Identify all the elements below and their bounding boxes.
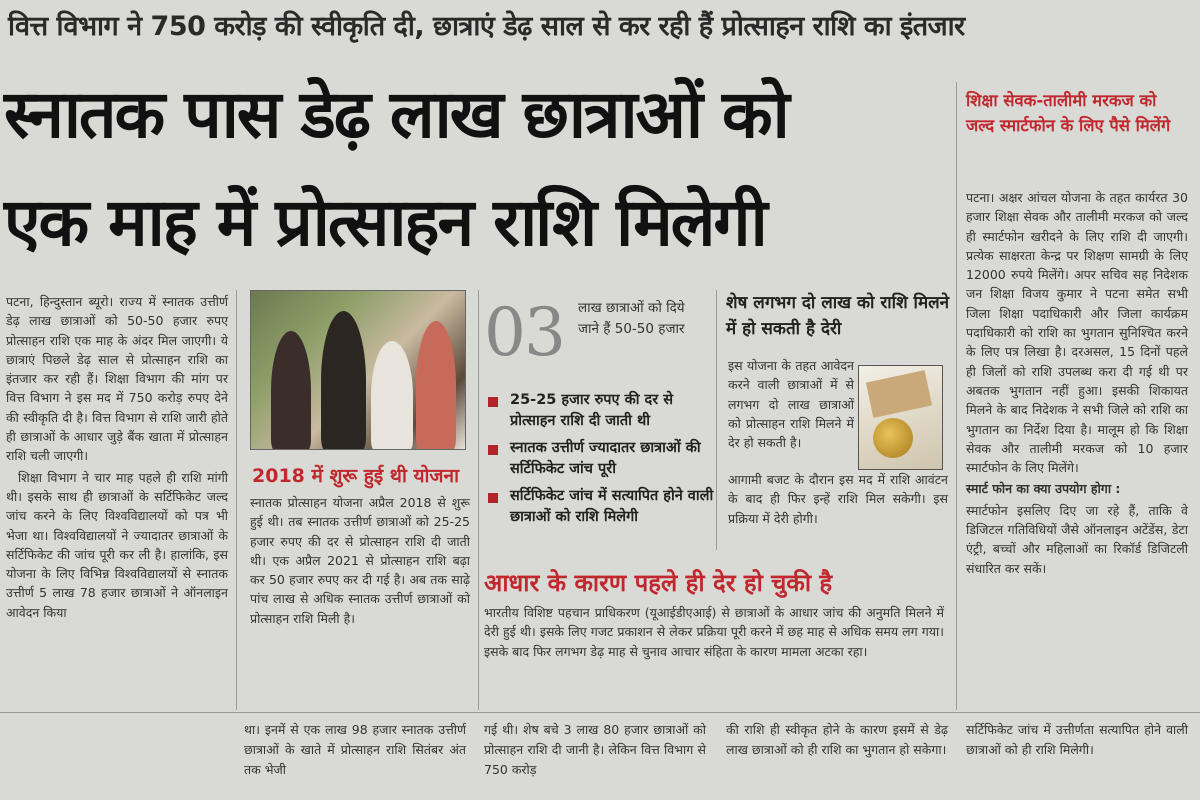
sidebar-article bbox=[966, 188, 1188, 580]
continuation-text: की राशि ही स्वीकृत होने के कारण इसमें से डेढ़ लाख छात्राओं को ही राशि का भुगतान हो सकेगा। bbox=[726, 722, 948, 757]
column-divider bbox=[478, 290, 479, 710]
continuation-text: गई थी। शेष बचे 3 लाख 80 हजार छात्राओं को प्रोत्साहन राशि दी जानी है। लेकिन वित्त विभाग से 750 करोड़ bbox=[484, 722, 706, 777]
box-text: स्नातक प्रोत्साहन योजना अप्रैल 2018 से शुरू हुई थी। तब स्नातक उत्तीर्ण छात्राओं को 25-25 हजार रुपए की दर से प्रोत्साहन राशि दी जाती थी। एक अप्रैल 2021 से प्रोत्साहन राशि बढ़ा कर 50 हजार रुपए कर दी गई है। अब तक साढ़े पांच लाख से अधिक स्नातक उत्तीर्ण छात्राओं को प्रोत्साहन राशि मिली है। bbox=[250, 495, 470, 626]
delay-text-continued: आगामी बजट के दौरान इस मद में राशि आवंटन के बाद ही फिर इन्हें राशि मिल सकेगी। इस प्रक्रिया में देरी होगी। bbox=[728, 472, 948, 526]
sidebar-heading: शिक्षा सेवक-तालीमी मरकज को जल्द स्मार्टफोन के लिए पैसे मिलेंगे bbox=[966, 91, 1171, 135]
students-photo bbox=[250, 290, 466, 450]
article-column-1 bbox=[6, 292, 228, 624]
continuation-text: सर्टिफिकेट जांच में उत्तीर्णता सत्यापित होने वाली छात्राओं को ही राशि मिलेगी। bbox=[966, 722, 1188, 757]
main-headline-line2: एक माह में प्रोत्साहन राशि मिलेगी bbox=[4, 184, 766, 261]
bullet-square-icon bbox=[488, 397, 498, 407]
column-divider bbox=[956, 82, 957, 710]
bullet-square-icon bbox=[488, 445, 498, 455]
bullet-item: स्नातक उत्तीर्ण ज्यादातर छात्राओं की सर्टिफिकेट जांच पूरी bbox=[488, 438, 718, 480]
aadhar-heading: आधार के कारण पहले ही देर हो चुकी है bbox=[484, 569, 833, 597]
bullet-list bbox=[488, 390, 718, 534]
sidebar-question: स्मार्ट फोन का क्या उपयोग होगा : bbox=[966, 481, 1121, 497]
article-paragraph: शिक्षा विभाग ने चार माह पहले ही राशि मांगी थी। इसके साथ ही छात्राओं के सर्टिफिकेट जल्द जांच करने के लिए विश्वविद्यालयों को पत्र भी भेजा था। विश्वविद्यालयों ने ज्यादातर छात्राओं के सर्टिफिकेट की जांच पूरी कर ली है। हालांकि, इस योजना के लिए विभिन्न विश्वविद्यालयों से स्नातक उत्तीर्ण 5 लाख 78 हजार छात्राओं ने ऑनलाइन आवेदन किया bbox=[6, 469, 228, 620]
kicker-headline: वित्त विभाग ने 750 करोड़ की स्वीकृति दी, छात्राएं डेढ़ साल से कर रही हैं प्रोत्साहन राशि का इंतजार bbox=[8, 11, 965, 42]
delay-text: इस योजना के तहत आवेदन करने वाली छात्राओं में से लगभग दो लाख छात्राओं को प्रोत्साहन राशि मिलने में देर हो सकती है। bbox=[728, 358, 854, 451]
coin-card-image bbox=[858, 365, 943, 470]
sidebar-paragraph: पटना। अक्षर आंचल योजना के तहत कार्यरत 30 हजार शिक्षा सेवक और तालीमी मरकज को जल्द ही स्मार्टफोन खरीदने के लिए राशि दी जाएगी। प्रत्येक साक्षरता केन्द्र पर शिक्षण सामग्री के लिए 12000 रुपये मिलेंगे। अपर सचिव सह निदेशक जन शिक्षा विजय कुमार ने पटना समेत सभी जिला शिक्षा पदाधिकारी और जिला कार्यक्रम पदाधिकारी को राशि का भुगतान सुनिश्चित करने के लिए पत्र लिखा है। दरअसल, 15 दिनों पहले ही जिलों को राशि उपलब्ध करा दी गई थी पर अबतक भुगतान नहीं हुआ। इसकी शिकायत मिलने के बाद निदेशक ने सभी जिले को राशि का भुगतान का निर्देश दिया है। मालूम हो कि शिक्षा सेवक और तालीमी मरकज को 10 हजार स्मार्टफोन के लिए मिलेंगे। bbox=[966, 190, 1188, 476]
sidebar-paragraph: स्मार्टफोन इसलिए दिए जा रहे हैं, ताकि वे डिजिटल गतिविधियों जैसे ऑनलाइन अटेंडेंस, डेटा एंट्री, बच्चों और महिलाओं का रिकॉर्ड डिजिटली संधारित कर सकें। bbox=[966, 502, 1188, 576]
bullet-square-icon bbox=[488, 493, 498, 503]
stat-label: लाख छात्राओं को दिये जाने हैं 50-50 हजार bbox=[578, 300, 685, 337]
box-heading: 2018 में शुरू हुई थी योजना bbox=[252, 465, 459, 487]
article-paragraph: पटना, हिन्दुस्तान ब्यूरो। राज्य में स्नातक उत्तीर्ण डेढ़ लाख छात्राओं को 50-50 हजार रुपए प्रोत्साहन राशि एक माह के अंदर मिल जाएगी। ये छात्राएं पिछले डेढ़ साल से प्रोत्साहन राशि का इंतजार कर रही हैं। शिक्षा विभाग की मांग पर वित्त विभाग ने इस मद में 750 करोड़ रुपए देने की स्वीकृति दी है। वित्त विभाग से राशि जारी होते ही छात्राओं के आधार जुड़े बैंक खाता में प्रोत्साहन राशि चली जाएगी। bbox=[6, 294, 228, 464]
column-divider bbox=[236, 290, 237, 710]
delay-heading: शेष लगभग दो लाख को राशि मिलने में हो सकती है देरी bbox=[726, 293, 950, 339]
stat-number: 03 bbox=[484, 294, 564, 371]
continuation-text: था। इनमें से एक लाख 98 हजार स्नातक उत्तीर्ण छात्राओं के खाते में प्रोत्साहन राशि सितंबर अंत तक भेजी bbox=[244, 722, 466, 777]
main-headline-line1: स्नातक पास डेढ़ लाख छात्राओं को bbox=[4, 76, 788, 153]
horizontal-rule bbox=[0, 712, 1200, 713]
coin-icon bbox=[873, 418, 913, 458]
bullet-item: सर्टिफिकेट जांच में सत्यापित होने वाली छात्राओं को राशि मिलेगी bbox=[488, 486, 718, 528]
aadhar-text: भारतीय विशिष्ट पहचान प्राधिकरण (यूआईडीएआई) से छात्राओं के आधार जांच की अनुमति मिलने में देरी हुई थी। इसके लिए गजट प्रकाशन से लेकर प्रक्रिया पूरी करने में छह माह से अधिक समय लग गया। इसके बाद फिर लगभग डेढ़ माह से चुनाव आचार संहिता के कारण मामला अटका रहा। bbox=[484, 605, 944, 659]
bullet-item: 25-25 हजार रुपए की दर से प्रोत्साहन राशि दी जाती थी bbox=[488, 390, 718, 432]
